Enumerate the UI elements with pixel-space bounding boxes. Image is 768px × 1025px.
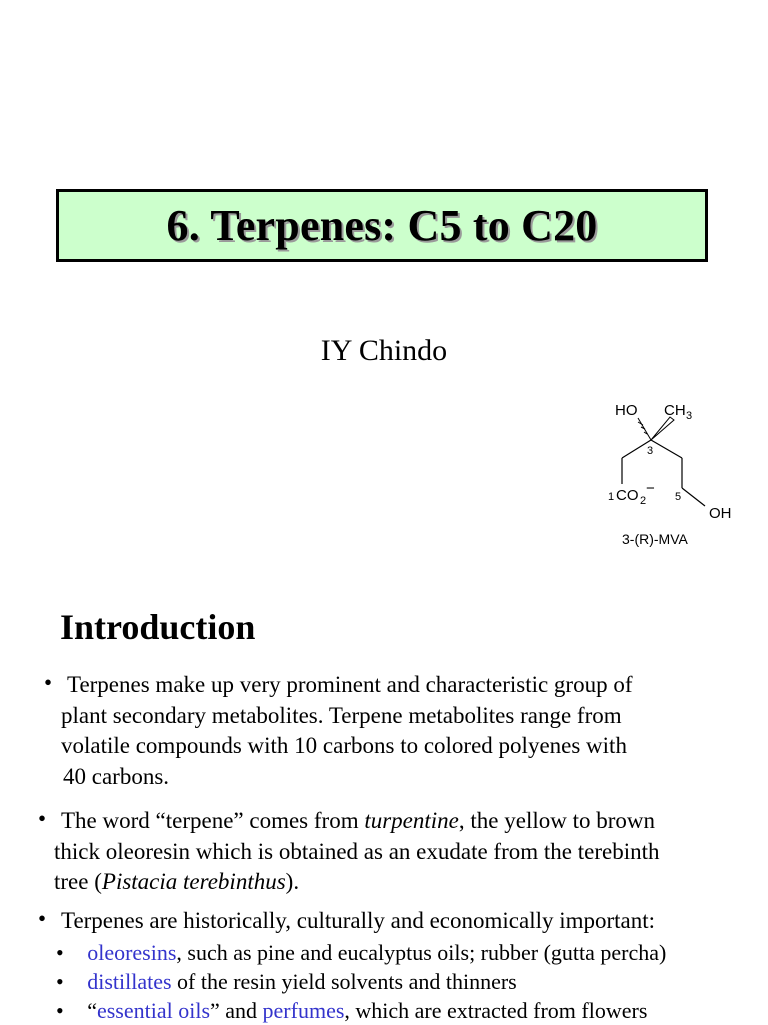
mol-c1-label: 1 — [608, 491, 615, 503]
p2-line-1 — [54, 806, 659, 837]
mol-charge: − — [646, 480, 655, 497]
term-perfumes: perfumes — [262, 998, 345, 1023]
paragraph-3 — [38, 906, 656, 937]
term-essential-oils: essential oils — [96, 998, 211, 1023]
mol-c3-label: 3 — [647, 445, 654, 457]
sub-item-text: , such as pine and eucalyptus oils; rubber (gutta percha) — [176, 940, 667, 965]
p2-italic-turpentine: turpentine — [364, 808, 459, 833]
page-title: 6. Terpenes: C5 to C20 — [166, 201, 598, 250]
sub-item-text: , which are extracted from flowers — [344, 998, 648, 1023]
sub-item-text: of the resin yield solvents and thinners — [171, 969, 517, 994]
p1-line-4: 40 carbons. — [63, 763, 170, 789]
author-name: IY Chindo — [320, 334, 448, 367]
mevalonate-structure — [600, 396, 750, 556]
title-box — [56, 189, 708, 262]
sub-item-text: “ — [87, 998, 97, 1023]
mol-co-label: CO — [616, 487, 639, 504]
p2-italic-species: Pistacia terebinthus — [101, 869, 286, 894]
term-distillates: distillates — [87, 969, 172, 994]
paragraph-1 — [44, 670, 633, 792]
p2-text: , the yellow to brown — [458, 808, 655, 833]
section-heading: Introduction — [60, 607, 256, 647]
p2-line-2: thick oleoresin which is obtained as an exudate from the terebinth — [54, 838, 660, 864]
bullet: • — [38, 906, 47, 931]
p2-text: The word “terpene” comes from — [61, 808, 365, 833]
p3-line-1: Terpenes are historically, culturally and economically important: — [61, 908, 656, 933]
sub-item-text: ” and — [210, 998, 263, 1023]
p1-line-3: volatile compounds with 10 carbons to colored polyenes with — [61, 733, 627, 758]
mol-ho-label: HO — [615, 402, 638, 419]
sub-list-item — [56, 938, 666, 967]
mol-ch-label: CH — [664, 402, 686, 419]
sub-list-item — [56, 967, 517, 996]
p1-line-2: plant secondary metabolites. Terpene metabolites range from — [61, 702, 622, 728]
wedge-bond — [651, 417, 674, 440]
mol-ch-subscript: 3 — [686, 410, 693, 422]
bullet: • — [38, 806, 47, 831]
mol-caption: 3-(R)-MVA — [622, 531, 688, 547]
p2-line-3 — [54, 867, 659, 898]
paragraph-2 — [38, 806, 660, 898]
sub-list-item — [56, 996, 647, 1025]
mol-oh-label: OH — [709, 505, 732, 522]
bullet: • — [56, 969, 64, 994]
p2-text: ). — [285, 869, 300, 894]
mol-c5-label: 5 — [675, 491, 682, 503]
p1-line-1: Terpenes make up very prominent and characteristic group of — [67, 672, 633, 697]
mol-co-subscript: 2 — [640, 495, 647, 507]
hashed-bond — [638, 418, 651, 440]
term-oleoresins: oleoresins — [87, 940, 177, 965]
p2-text: tree ( — [54, 869, 102, 894]
bullet: • — [44, 670, 53, 695]
bullet: • — [56, 940, 64, 965]
bullet: • — [56, 998, 64, 1023]
